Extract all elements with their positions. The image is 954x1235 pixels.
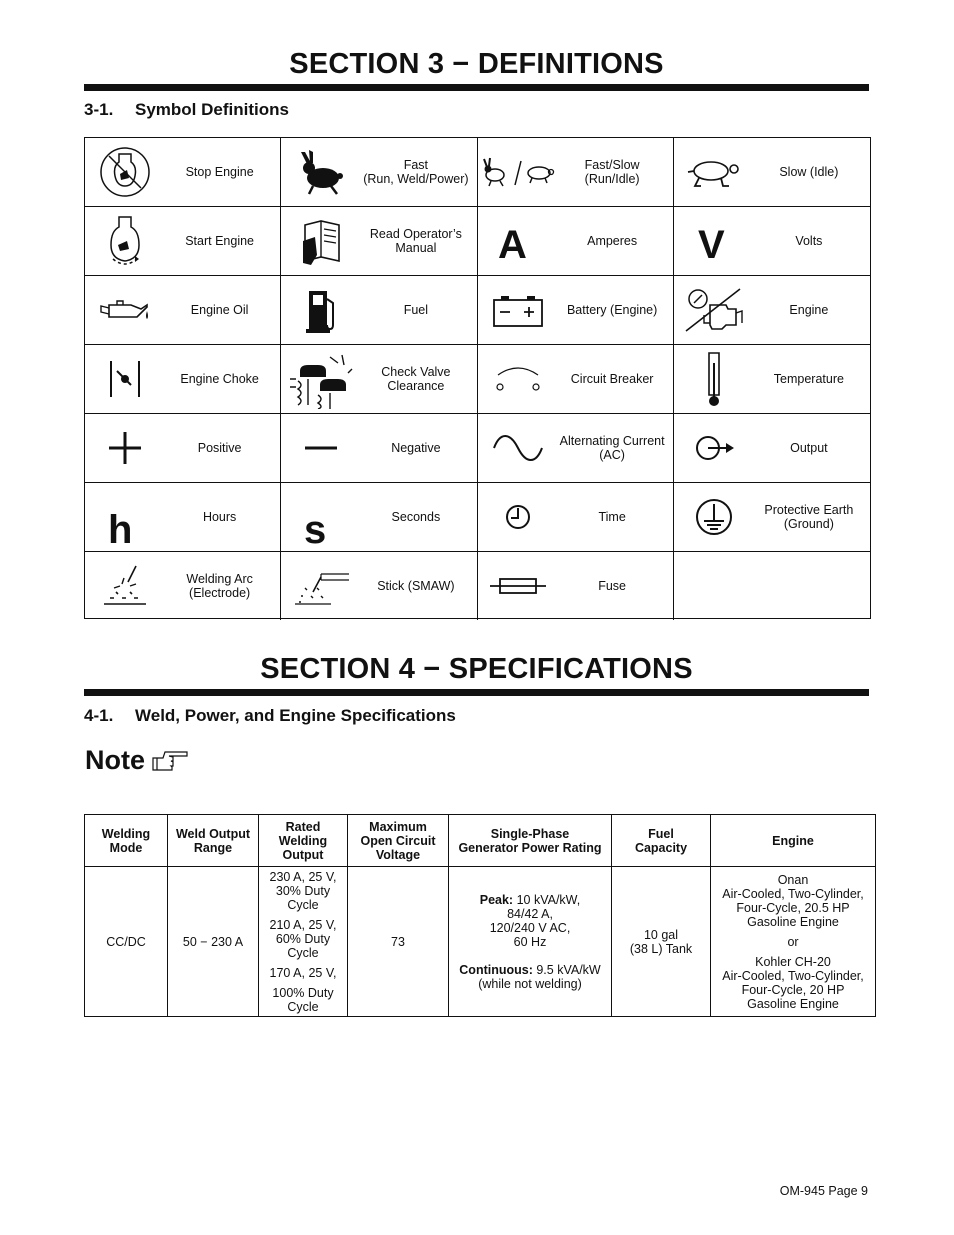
minus-icon [281,414,361,482]
symbol-label: Engine [789,303,829,317]
cell-rated-welding-output [259,867,348,1017]
rated-output-line: 100% Duty Cycle [272,985,334,1014]
rabbit-turtle-icon [478,138,558,206]
symbol-cell [85,483,281,552]
symbol-cell [674,414,870,483]
plus-icon [85,414,165,482]
output-icon [674,414,754,482]
pointing-hand-icon [151,748,189,774]
symbol-cell [674,207,870,276]
cell-open-circuit-voltage: 73 [348,867,449,1017]
peak-value: 10 kVA/kW, 84/42 A, 120/240 V AC, 60 Hz [489,892,581,949]
header-generator-power-rating: Single-Phase Generator Power Rating [449,815,612,867]
engine-option: Kohler CH-20 Air-Cooled, Two-Cylinder, Four-Cycle, 20 HP Gasoline Engine [722,954,864,1011]
subsection-4-1-heading [84,706,456,726]
symbol-cell [85,414,281,483]
sine-wave-icon [478,414,558,482]
cell-engine [711,867,876,1017]
symbol-label: Engine Oil [190,303,249,317]
thermometer-icon [674,345,754,413]
symbol-cell [85,207,281,276]
symbol-label: Battery (Engine) [566,303,658,317]
symbol-label: Hours [202,510,237,524]
subsection-number: 4-1. [84,706,114,725]
symbol-label: Amperes [587,234,638,248]
symbol-label: Temperature [773,372,844,386]
volts-icon [674,207,754,275]
section-3-title: SECTION 3 − DEFINITIONS [289,48,664,80]
rabbit-icon [281,138,361,206]
empty-symbol-cell [674,552,870,620]
engine-option: Onan Air-Cooled, Two-Cylinder, Four-Cycle, 20.5 HP Gasoline Engine [722,872,864,929]
section-4-title: SECTION 4 − SPECIFICATIONS [260,653,693,685]
symbol-cell [281,552,477,620]
symbol-label: Fast (Run, Weld/Power) [363,158,469,186]
table-header-row [85,815,876,867]
engine-or: or [787,934,799,949]
symbol-label: Output [790,441,828,455]
battery-icon [478,276,558,344]
continuous-label: Continuous: [459,962,533,977]
symbol-cell [85,552,281,620]
ground-icon [674,483,754,551]
symbol-cell [281,207,477,276]
symbol-cell [674,276,870,345]
symbol-cell [478,138,674,207]
symbol-label: Read Operator’s Manual [369,227,462,255]
symbol-cell [478,276,674,345]
symbol-label: Engine Choke [180,372,259,386]
header-rated-welding-output: Rated Welding Output [259,815,348,867]
symbol-cell [281,276,477,345]
symbol-cell [674,483,870,552]
symbol-cell [478,414,674,483]
symbol-label: Negative [391,441,441,455]
svg-text:V: V [697,223,725,266]
symbol-label: Stick (SMAW) [377,579,455,593]
note-callout [85,745,189,776]
specifications-table [84,814,876,1017]
amperes-icon [478,207,558,275]
page-footer: OM-945 Page 9 [779,1184,868,1198]
symbol-label: Alternating Current (AC) [559,434,665,462]
rated-output-line: 210 A, 25 V, 60% Duty Cycle [269,917,337,960]
engine-icon [674,276,754,344]
circuit-breaker-icon [478,345,558,413]
symbol-cell [674,345,870,414]
cell-welding-mode: CC/DC [85,867,168,1017]
rated-output-line: 170 A, 25 V, [269,965,337,980]
symbol-label: Volts [795,234,823,248]
symbol-cell [478,552,674,620]
stop-engine-icon [85,138,165,206]
symbol-cell [85,276,281,345]
symbol-label: Circuit Breaker [570,372,654,386]
subsection-number: 3-1. [84,100,114,119]
cell-generator-power-rating [449,867,612,1017]
symbol-label: Fuel [403,303,429,317]
table-row [85,867,876,1017]
symbol-label: Fast/Slow (Run/Idle) [584,158,640,186]
symbol-cell [478,345,674,414]
symbol-cell [281,345,477,414]
subsection-title: Symbol Definitions [135,100,289,119]
symbol-label: Time [598,510,626,524]
choke-icon [85,345,165,413]
note-label: Note [85,745,145,775]
symbol-cell [478,207,674,276]
fuel-pump-icon [281,276,361,344]
header-fuel-capacity: Fuel Capacity [612,815,711,867]
start-engine-icon [85,207,165,275]
valve-clearance-icon [281,345,361,413]
symbol-cell [674,138,870,207]
welding-arc-icon [85,552,165,620]
symbol-label: Slow (Idle) [779,165,839,179]
header-max-open-circuit-voltage: Maximum Open Circuit Voltage [348,815,449,867]
symbol-label: Seconds [391,510,441,524]
stick-smaw-icon [281,552,361,620]
symbol-cell [281,138,477,207]
symbol-label: Stop Engine [185,165,254,179]
symbol-label: Check Valve Clearance [381,365,451,393]
peak-rating [453,893,607,949]
symbol-cell [281,483,477,552]
header-welding-mode: Welding Mode [85,815,168,867]
symbol-cell [85,138,281,207]
clock-icon [478,483,558,551]
symbol-cell [85,345,281,414]
subsection-title: Weld, Power, and Engine Specifications [135,706,456,725]
cell-fuel-capacity: 10 gal (38 L) Tank [612,867,711,1017]
peak-label: Peak: [479,892,514,907]
section-3-rule [84,84,869,91]
symbol-definitions-grid [84,137,871,619]
symbol-label: Fuse [598,579,627,593]
fuse-icon [478,552,558,620]
symbol-cell [281,414,477,483]
header-engine: Engine [711,815,876,867]
continuous-value: 9.5 kVA/kW (while not welding) [478,962,601,991]
header-weld-output-range: Weld Output Range [168,815,259,867]
turtle-icon [674,138,754,206]
cell-weld-output-range: 50 − 230 A [168,867,259,1017]
svg-text:A: A [497,223,527,266]
subsection-3-1-heading [84,100,289,120]
seconds-icon [281,483,361,551]
manual-icon [281,207,361,275]
svg-text:s: s [304,508,327,547]
symbol-label: Protective Earth (Ground) [764,503,854,531]
symbol-label: Positive [197,441,242,455]
symbol-label: Start Engine [185,234,255,248]
hours-icon [85,483,165,551]
oil-can-icon [85,276,165,344]
section-4-rule [84,689,869,696]
svg-text:h: h [108,508,133,547]
symbol-cell [478,483,674,552]
rated-output-line: 230 A, 25 V, 30% Duty Cycle [269,869,337,912]
symbol-label: Welding Arc (Electrode) [186,572,253,600]
continuous-rating [453,963,607,991]
